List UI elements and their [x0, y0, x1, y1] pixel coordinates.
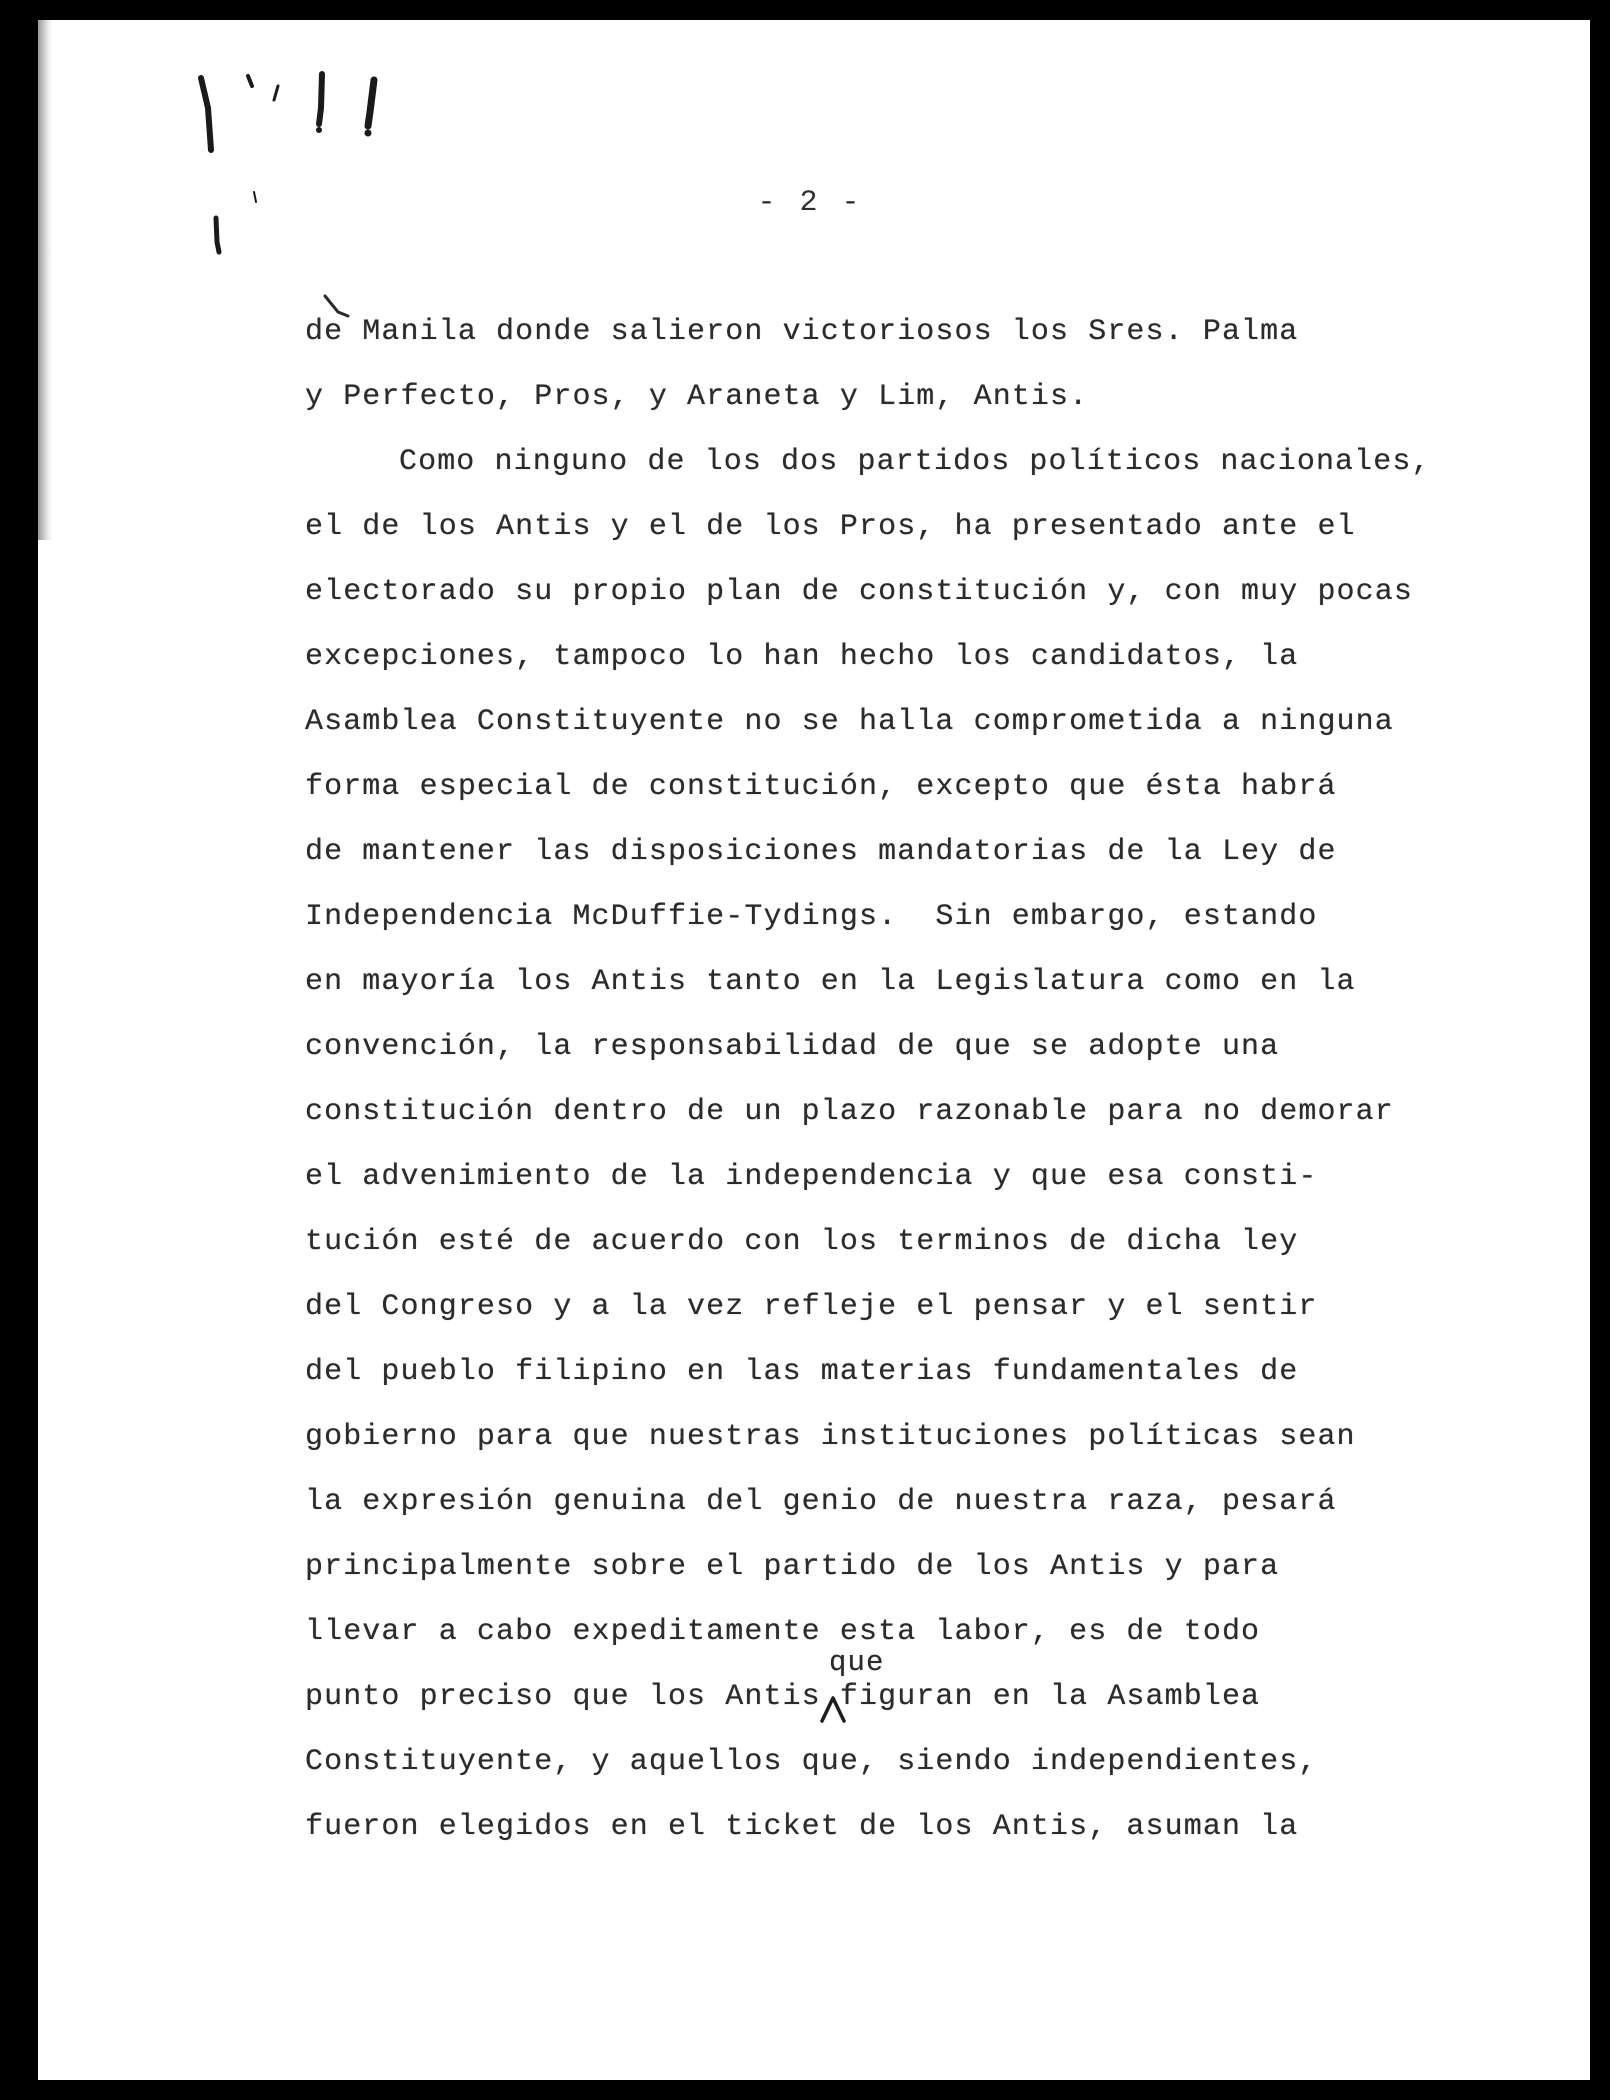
text-line: del pueblo filipino en las materias fundamentales de: [305, 1355, 1299, 1389]
paragraph-start-line: Como ninguno de los dos partidos políticos nacionales,: [399, 445, 1431, 479]
text-line: constitución dentro de un plazo razonable para no demorar: [305, 1095, 1394, 1129]
text-line: forma especial de constitución, excepto que ésta habrá: [305, 770, 1337, 804]
text-line: el de los Antis y el de los Pros, ha presentado ante el: [305, 510, 1356, 544]
text-line: convención, la responsabilidad de que se adopte una: [305, 1030, 1280, 1064]
text-line: llevar a cabo expeditamente esta labor, es de todo: [305, 1615, 1261, 1649]
text-line: fueron elegidos en el ticket de los Antis, asuman la: [305, 1810, 1299, 1844]
text-line: el advenimiento de la independencia y que esa consti-: [305, 1160, 1318, 1194]
document-page: [38, 20, 1590, 2080]
text-line: Asamblea Constituyente no se halla comprometida a ninguna: [305, 705, 1394, 739]
text-line: de Manila donde salieron victoriosos los Sres. Palma: [305, 315, 1299, 349]
text-line: del Congreso y a la vez refleje el pensar y el sentir: [305, 1290, 1318, 1324]
text-line: Constituyente, y aquellos que, siendo independientes,: [305, 1745, 1318, 1779]
text-line: Independencia McDuffie-Tydings. Sin embargo, estando: [305, 900, 1318, 934]
text-line: excepciones, tampoco lo han hecho los candidatos, la: [305, 640, 1299, 674]
text-line: de mantener las disposiciones mandatorias de la Ley de: [305, 835, 1337, 869]
text-line: punto preciso que los Antis figuran en la Asamblea: [305, 1680, 1261, 1714]
insertion-caret-icon: [819, 1694, 847, 1724]
handwritten-insertion: que: [829, 1646, 885, 1679]
text-line: y Perfecto, Pros, y Araneta y Lim, Antis.: [305, 380, 1089, 414]
page-number: - 2 -: [757, 186, 863, 220]
text-line: tución esté de acuerdo con los terminos de dicha ley: [305, 1225, 1299, 1259]
text-line: la expresión genuina del genio de nuestra raza, pesará: [305, 1485, 1337, 1519]
text-line: electorado su propio plan de constitución y, con muy pocas: [305, 575, 1413, 609]
text-line: en mayoría los Antis tanto en la Legislatura como en la: [305, 965, 1356, 999]
text-line: gobierno para que nuestras instituciones políticas sean: [305, 1420, 1356, 1454]
text-line: principalmente sobre el partido de los Antis y para: [305, 1550, 1280, 1584]
body-text: [305, 300, 1545, 1860]
